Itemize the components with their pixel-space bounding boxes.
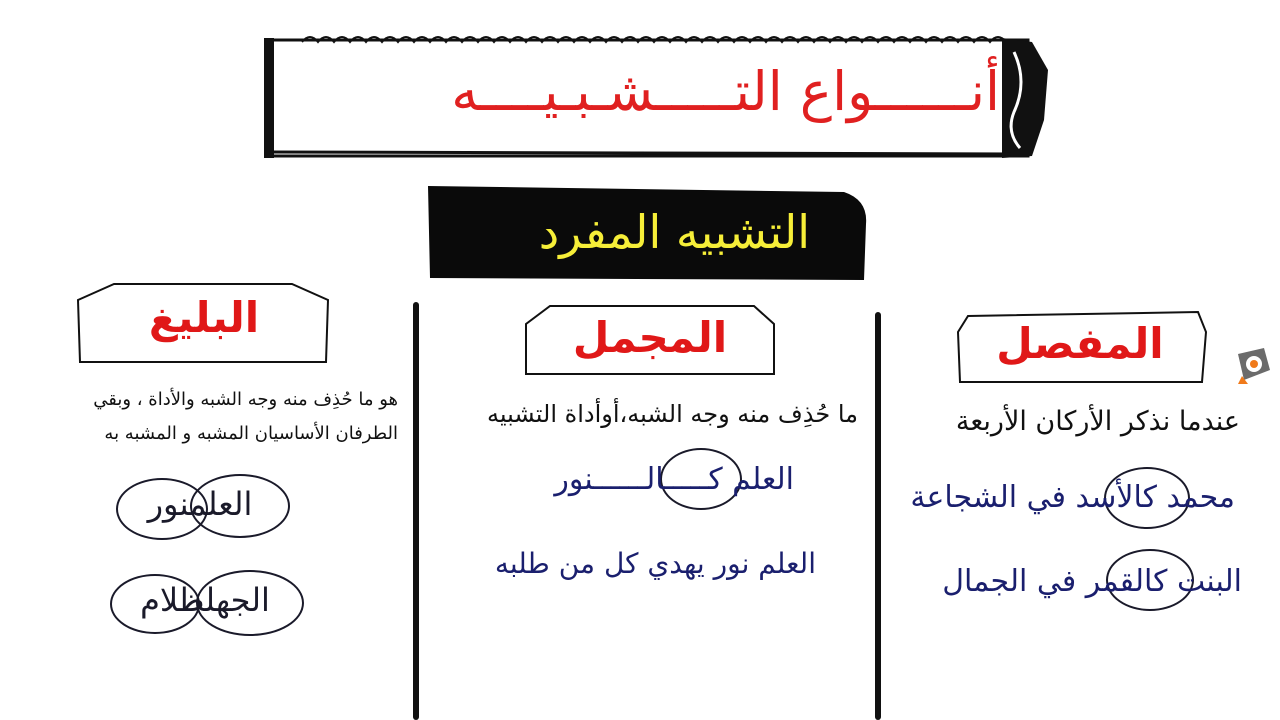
definition-baligh-line1: هو ما حُذِف منه وجه الشبه والأداة ، وبقي	[93, 389, 398, 410]
logo-icon	[1234, 346, 1274, 384]
example-baligh-1: العلمنور	[147, 485, 253, 523]
definition-mujmal: ما حُذِف منه وجه الشبه،أوأداة التشبيه	[487, 400, 858, 428]
example-mufassal-2: البنت كالقمر في الجمال	[942, 564, 1242, 599]
column-divider-right	[875, 312, 881, 720]
definition-baligh-line2: الطرفان الأساسيان المشبه و المشبه به	[104, 423, 398, 444]
example-mufassal-1: محمد كالأسد في الشجاعة	[910, 480, 1235, 515]
example-mujmal-2: العلم نور يهدي كل من طلبه	[494, 547, 816, 580]
heading-mufassal: المفصل	[996, 319, 1164, 368]
heading-mujmal: المجمل	[572, 313, 728, 362]
column-divider-left	[413, 302, 419, 720]
heading-baligh: البليغ	[148, 293, 260, 342]
definition-mufassal: عندما نذكر الأركان الأربعة	[955, 406, 1240, 437]
page-title: أنــــــواع التـــــشـبـيــــه	[451, 60, 1000, 123]
section-subtitle: التشبيه المفرد	[538, 205, 810, 259]
example-baligh-2: الجهلظلام	[140, 581, 270, 619]
example-mujmal-1: العلم كـــــالــــــنور	[554, 462, 794, 497]
